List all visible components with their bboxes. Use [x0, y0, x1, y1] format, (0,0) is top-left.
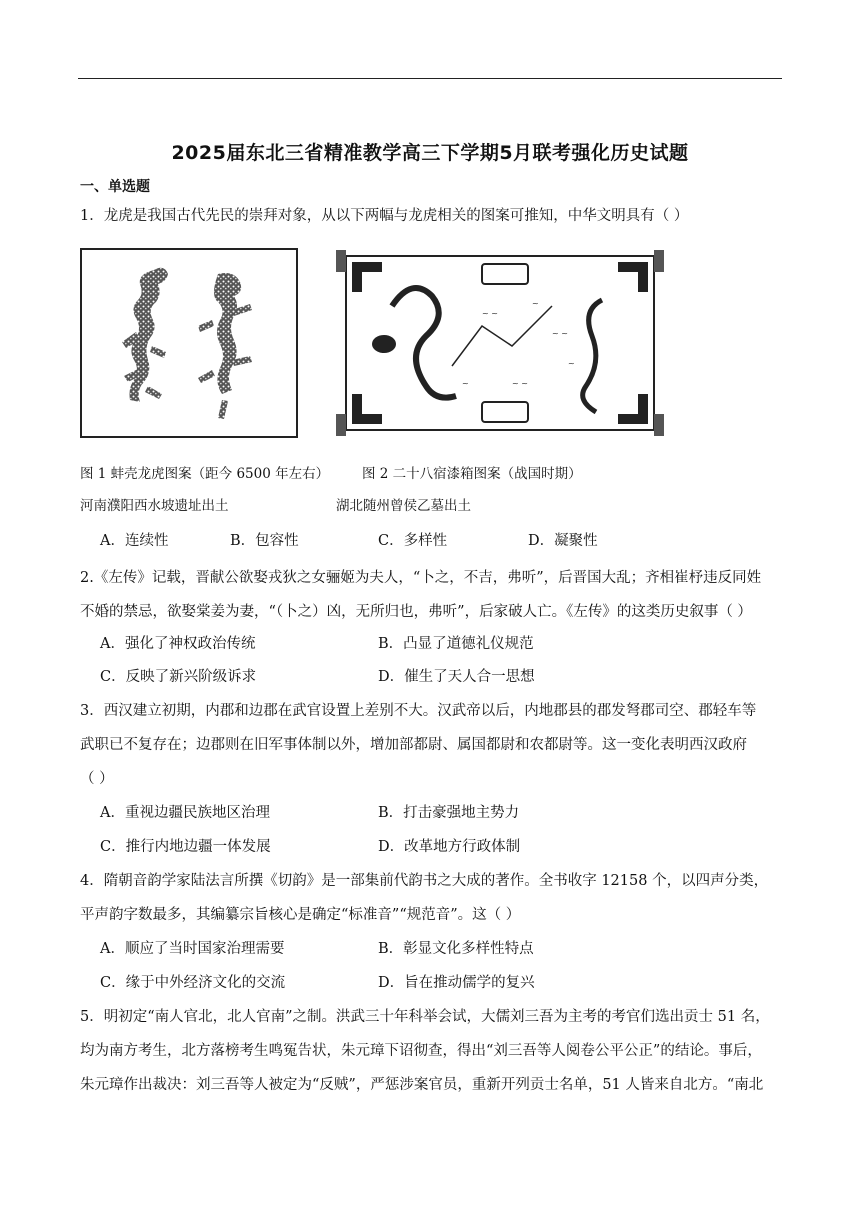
- q1-option-c[interactable]: C．多样性: [378, 533, 448, 549]
- section-heading: 一、单选题: [80, 179, 150, 195]
- q4-option-d[interactable]: D．旨在推动儒学的复兴: [378, 975, 535, 991]
- q5-stem-line-2: 均为南方考生，北方落榜考生鸣冤告状，朱元璋下诏彻查，得出“刘三吾等人阅卷公平公正”的结论。事后，: [80, 1043, 762, 1059]
- q4-option-b[interactable]: B．彰显文化多样性特点: [378, 941, 534, 957]
- lacquer-box-image: [332, 246, 668, 440]
- fig1-caption-title: 图 1 蚌壳龙虎图案（距今 6500 年左右）: [80, 466, 330, 482]
- q2-option-a[interactable]: A．强化了神权政治传统: [100, 636, 256, 652]
- q4-stem-line-2: 平声韵字数最多，其编纂宗旨核心是确定“标准音”“规范音”。这（ ）: [80, 907, 521, 923]
- q2-option-d[interactable]: D．催生了天人合一思想: [378, 669, 535, 685]
- q3-option-d[interactable]: D．改革地方行政体制: [378, 839, 521, 855]
- svg-text:~ ~: ~ ~: [552, 329, 568, 338]
- q5-stem-line-1: 5．明初定“南人官北，北人官南”之制。洪武三十年科举会试，大儒刘三吾为主考的考官们选出贡士 51 名，: [80, 1009, 770, 1025]
- fig1-caption-source: 河南濮阳西水坡遗址出土: [80, 498, 229, 514]
- q1-option-a[interactable]: A．连续性: [100, 533, 169, 549]
- q2-option-c[interactable]: C．反映了新兴阶级诉求: [100, 669, 257, 685]
- q1-option-b[interactable]: B．包容性: [230, 533, 299, 549]
- q4-stem-line-1: 4．隋朝音韵学家陆法言所撰《切韵》是一部集前代韵书之大成的著作。全书收字 12158 个，以四声分类，: [80, 873, 769, 889]
- svg-text:~ ~: ~ ~: [482, 309, 498, 318]
- q2-stem-line-1: 2.《左传》记载，晋献公欲娶戎狄之女骊姬为夫人，“卜之，不吉，弗听”，后晋国大乱；齐相崔杼违反同姓: [80, 570, 762, 586]
- header-rule: [78, 78, 782, 79]
- svg-text:~: ~: [568, 359, 575, 368]
- q4-option-a[interactable]: A．顺应了当时国家治理需要: [100, 941, 285, 957]
- q3-stem-line-2: 武职已不复存在；边郡则在旧军事体制以外，增加部都尉、属国都尉和农都尉等。这一变化表明西汉政府: [80, 737, 747, 753]
- q1-stem: 1．龙虎是我国古代先民的崇拜对象，从以下两幅与龙虎相关的图案可推知，中华文明具有（ ）: [80, 208, 689, 224]
- svg-text:~: ~: [532, 299, 539, 308]
- svg-text:~: ~: [462, 379, 469, 388]
- q4-option-c[interactable]: C．缘于中外经济文化的交流: [100, 975, 286, 991]
- q2-option-b[interactable]: B．凸显了道德礼仪规范: [378, 636, 534, 652]
- q3-stem-line-1: 3．西汉建立初期，内郡和边郡在武官设置上差别不大。汉武帝以后，内地郡县的郡发弩郡司空、郡轻车等: [80, 703, 757, 719]
- q3-stem-line-3: （ ）: [80, 771, 114, 787]
- q3-option-a[interactable]: A．重视边疆民族地区治理: [100, 805, 270, 821]
- svg-text:~ ~: ~ ~: [512, 379, 528, 388]
- q2-stem-line-2: 不婚的禁忌，欲娶棠姜为妻，“（卜之）凶，无所归也，弗听”，后家破人亡。《左传》的这类历史叙事（ ）: [80, 604, 752, 620]
- q5-stem-line-3: 朱元璋作出裁决：刘三吾等人被定为“反贼”，严惩涉案官员，重新开列贡士名单，51 人皆来自北方。“南北: [80, 1077, 764, 1093]
- fig2-caption-source: 湖北随州曾侯乙墓出土: [336, 498, 471, 514]
- page-title: 2025届东北三省精准教学高三下学期5月联考强化历史试题: [171, 142, 689, 164]
- dragon-tiger-image: [82, 250, 296, 436]
- figure-2-lacquer-box-pattern: [332, 246, 668, 440]
- q3-option-c[interactable]: C．推行内地边疆一体发展: [100, 839, 271, 855]
- q1-option-d[interactable]: D．凝聚性: [528, 533, 598, 549]
- q3-option-b[interactable]: B．打击豪强地主势力: [378, 805, 520, 821]
- figure-1-dragon-tiger-shell-mosaic: [80, 248, 298, 438]
- fig2-caption-title: 图 2 二十八宿漆箱图案（战国时期）: [362, 466, 582, 482]
